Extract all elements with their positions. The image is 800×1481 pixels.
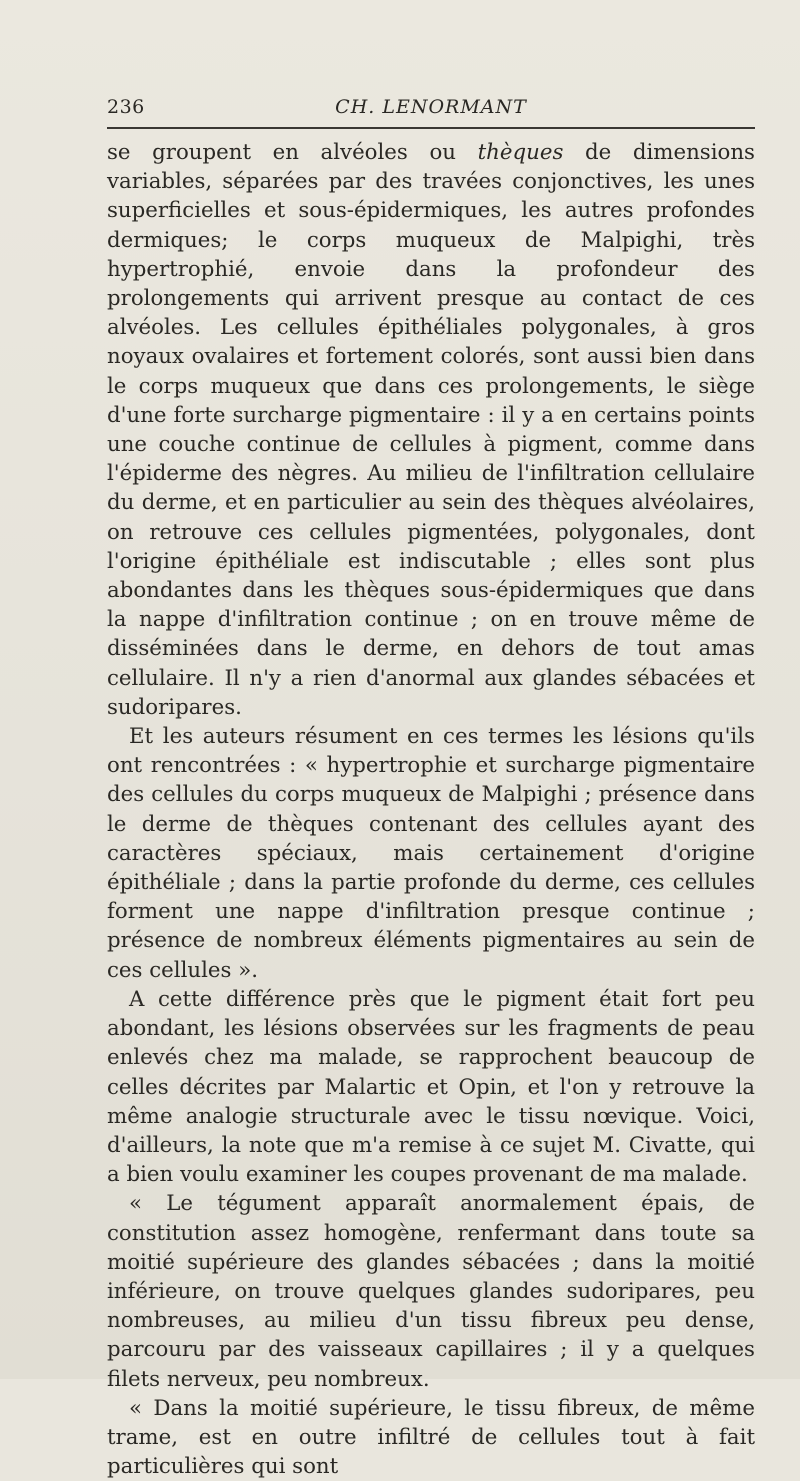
paragraph-5: « Dans la moitié supérieure, le tissu fibreux, de même trame, est en outre infiltré de cellules tout à fait particulières qui sont bbox=[107, 1395, 755, 1480]
paragraph-4: « Le tégument apparaît anormalement épais, de constitution assez homogène, renfermant dans toute sa moitié supérieure des glandes sébacées ; dans la moitié inférieure, on trouve quelques glandes sudoripares, peu nombreuses, au milieu d'un tissu fibreux peu dense, parcouru par des vaisseaux capillaires ; il y a quelques filets nerveux, peu nombreux. bbox=[107, 1191, 755, 1392]
body-text bbox=[107, 138, 755, 1481]
paragraph-1 bbox=[107, 138, 755, 722]
italic-term: thèques bbox=[477, 140, 564, 165]
page-number: 236 bbox=[107, 96, 145, 118]
page-header bbox=[107, 96, 755, 124]
paragraph-1-text-a: se groupent en alvéoles ou bbox=[107, 140, 478, 165]
paragraph-3: A cette différence près que le pigment était fort peu abondant, les lésions observées sur les fragments de peau enlevés chez ma malade, se rapprochent beaucoup de celles décrites par Malartic et Opin, et l'on y retrouve la même analogie structurale avec le tissu nœvique. Voici, d'ailleurs, la note que m'a remise à ce sujet M. Civatte, qui a bien voulu examiner les coupes provenant de ma malade. bbox=[107, 986, 755, 1188]
running-head: CH. LENORMANT bbox=[335, 96, 527, 118]
header-rule bbox=[107, 127, 755, 129]
paragraph-1-text-b: de dimensions variables, séparées par des travées conjonctives, les unes superficielles et sous-épidermiques, les autres profondes dermiques; le corps muqueux de Malpighi, très hypertrophié, envoie dans la profondeur des prolongements qui arrivent presque au contact de ces alvéoles. Les cellules épithéliales polygonales, à gros noyaux ovalaires et fortement colorés, sont aussi bien dans le corps muqueux que dans ces prolongements, le siège d'une forte surcharge pigmentaire : il y a en certains points une couche continue de cellules à pigment, comme dans l'épiderme des nègres. Au milieu de l'infiltration cellulaire du derme, et en particulier au sein des thèques alvéolaires, on retrouve ces cellules pigmentées, polygonales, dont l'origine épithéliale est indiscutable ; elles sont plus abondantes dans les thèques sous-épidermiques que dans la nappe d'infiltration continue ; on en trouve même de disséminées dans le derme, en dehors de tout amas cellulaire. Il n'y a rien d'anormal aux glandes sébacées et sudoripares. bbox=[107, 140, 755, 720]
paragraph-2: Et les auteurs résument en ces termes les lésions qu'ils ont rencontrées : « hypertrophie et surcharge pigmentaire des cellules du corps muqueux de Malpighi ; présence dans le derme de thèques contenant des cellules ayant des caractères spéciaux, mais certainement d'origine épithéliale ; dans la partie profonde du derme, ces cellules forment une nappe d'infiltration presque continue ; présence de nombreux éléments pigmentaires au sein de ces cellules ». bbox=[107, 724, 755, 983]
